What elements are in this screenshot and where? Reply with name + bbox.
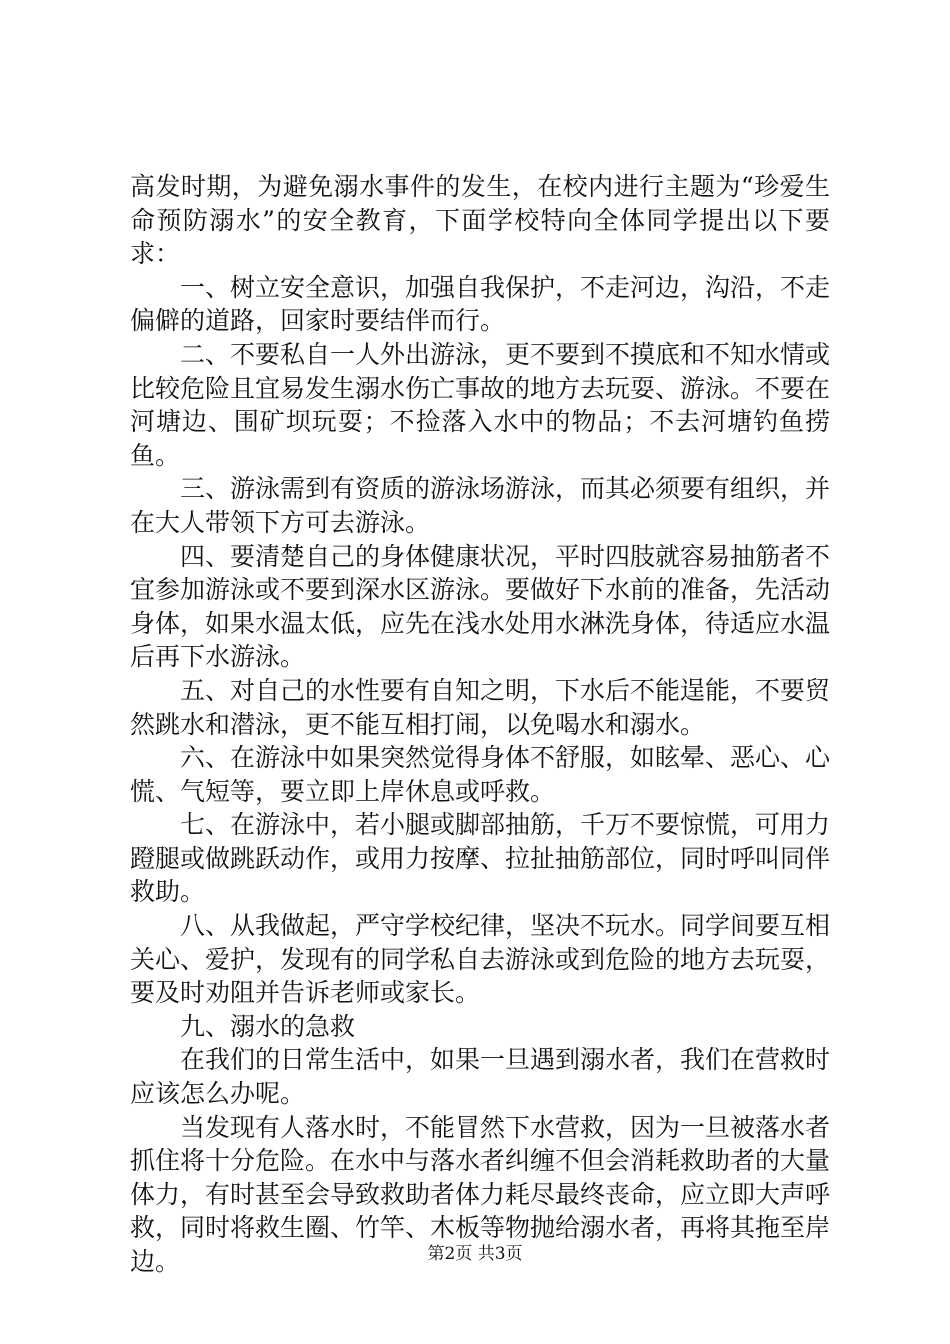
paragraph-item-6: 六、在游泳中如果突然觉得身体不舒服，如眩晕、恶心、心慌、气短等，要立即上岸休息或呼救。: [130, 743, 831, 806]
paragraph-item-1: 一、树立安全意识，加强自我保护，不走河边，沟沿，不走偏僻的道路，回家时要结伴而行。: [130, 272, 831, 336]
paragraph-item-2: 二、不要私自一人外出游泳，更不要到不摸底和不知水情或比较危险且宜易发生溺水伤亡事故的地方去玩耍、游泳。不要在河塘边、围矿坝玩耍；不捡落入水中的物品；不去河塘钓鱼捞鱼。: [130, 339, 831, 470]
paragraph-item-8: 八、从我做起，严守学校纪律，坚决不玩水。同学间要互相关心、爱护，发现有的同学私自去游泳或到危险的地方去玩耍，要及时劝阻并告诉老师或家长。: [130, 911, 831, 1008]
paragraph-rescue-question: 在我们的日常生活中，如果一旦遇到溺水者，我们在营救时应该怎么办呢。: [130, 1045, 831, 1109]
paragraph-item-3: 三、游泳需到有资质的游泳场游泳，而其必须要有组织，并在大人带领下方可去游泳。: [130, 474, 831, 537]
paragraph-intro-continuation: 高发时期，为避免溺水事件的发生，在校内进行主题为“珍爱生命预防溺水”的安全教育，下面学校特向全体同学提出以下要求：: [130, 172, 830, 269]
paragraph-item-4: 四、要清楚自己的身体健康状况，平时四肢就容易抽筋者不宜参加游泳或不要到深水区游泳。要做好下水前的准备，先活动身体，如果水温太低，应先在浅水处用水淋洗身体，待适应水温后再下水游泳。: [130, 541, 831, 672]
page-number-footer: 第2页 共3页: [427, 1244, 523, 1264]
document-body: [130, 170, 830, 1279]
paragraph-item-9-heading: 九、溺水的急救: [180, 1011, 356, 1041]
paragraph-item-5: 五、对自己的水性要有自知之明，下水后不能逞能，不要贸然跳水和潜泳，更不能互相打闹，以免喝水和溺水。: [130, 675, 831, 739]
paragraph-rescue-advice: 当发现有人落水时，不能冒然下水营救，因为一旦被落水者抓住将十分危险。在水中与落水者纠缠不但会消耗救助者的大量体力，有时甚至会导致救助者体力耗尽最终丧命，应立即大声呼救，同时将救生圈、竹竿、木板等物抛给溺水者，再将其拖至岸边。: [130, 1112, 831, 1276]
paragraph-item-7: 七、在游泳中，若小腿或脚部抽筋，千万不要惊慌，可用力蹬腿或做跳跃动作，或用力按摩、拉扯抽筋部位，同时呼叫同伴救助。: [130, 810, 831, 907]
